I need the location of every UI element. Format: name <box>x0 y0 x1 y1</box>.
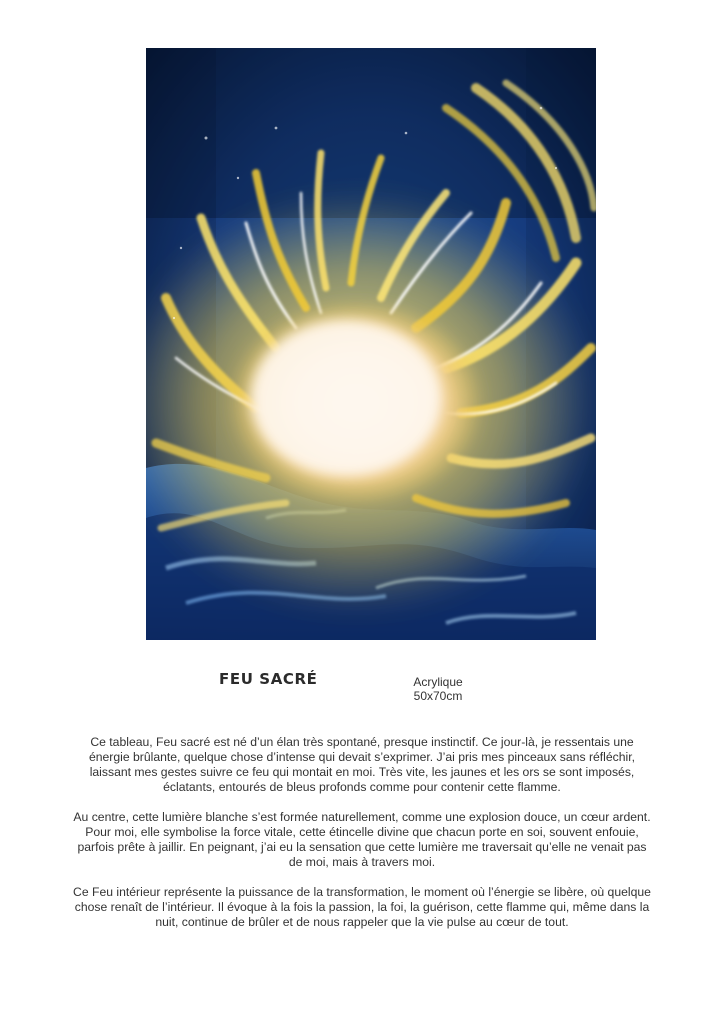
artwork-dimensions: 50x70cm <box>413 689 463 703</box>
artwork-metadata <box>398 675 478 703</box>
artwork-description <box>72 735 652 945</box>
artwork-title: FEU SACRÉ <box>219 670 318 688</box>
description-paragraph-3: Ce Feu intérieur représente la puissance de la transformation, le moment où l’énergie se libère, où quelque chose renaît de l’intérieur. Il évoque à la fois la passion, la foi, la guérison, cette flamme qui, même dans la nuit, continue de brûler et de nous rappeler que la vie pulse au cœur de tout. <box>73 885 651 929</box>
painting-image <box>146 48 596 640</box>
artwork-medium: Acrylique <box>413 675 463 689</box>
painting-illustration <box>146 48 596 640</box>
description-paragraph-1: Ce tableau, Feu sacré est né d’un élan très spontané, presque instinctif. Ce jour-là, je ressentais une énergie brûlante, quelque chose d’intense qui devait s’exprimer. J’ai pris mes pinceaux sans réfléchir, laissant mes gestes suivre ce feu qui montait en moi. Très vite, les jaunes et les ors se sont imposés, éclatants, entourés de bleus profonds comme pour contenir cette flamme. <box>88 735 636 794</box>
description-paragraph-2: Au centre, cette lumière blanche s’est formée naturellement, comme une explosion douce, un cœur ardent. Pour moi, elle symbolise la force vitale, cette étincelle divine que chacun porte en soi, souvent enfouie, parfois prête à jaillir. En peignant, j’ai eu la sensation que cette lumière me traversait qu’elle ne venait pas de moi, mais à travers moi. <box>73 810 651 869</box>
